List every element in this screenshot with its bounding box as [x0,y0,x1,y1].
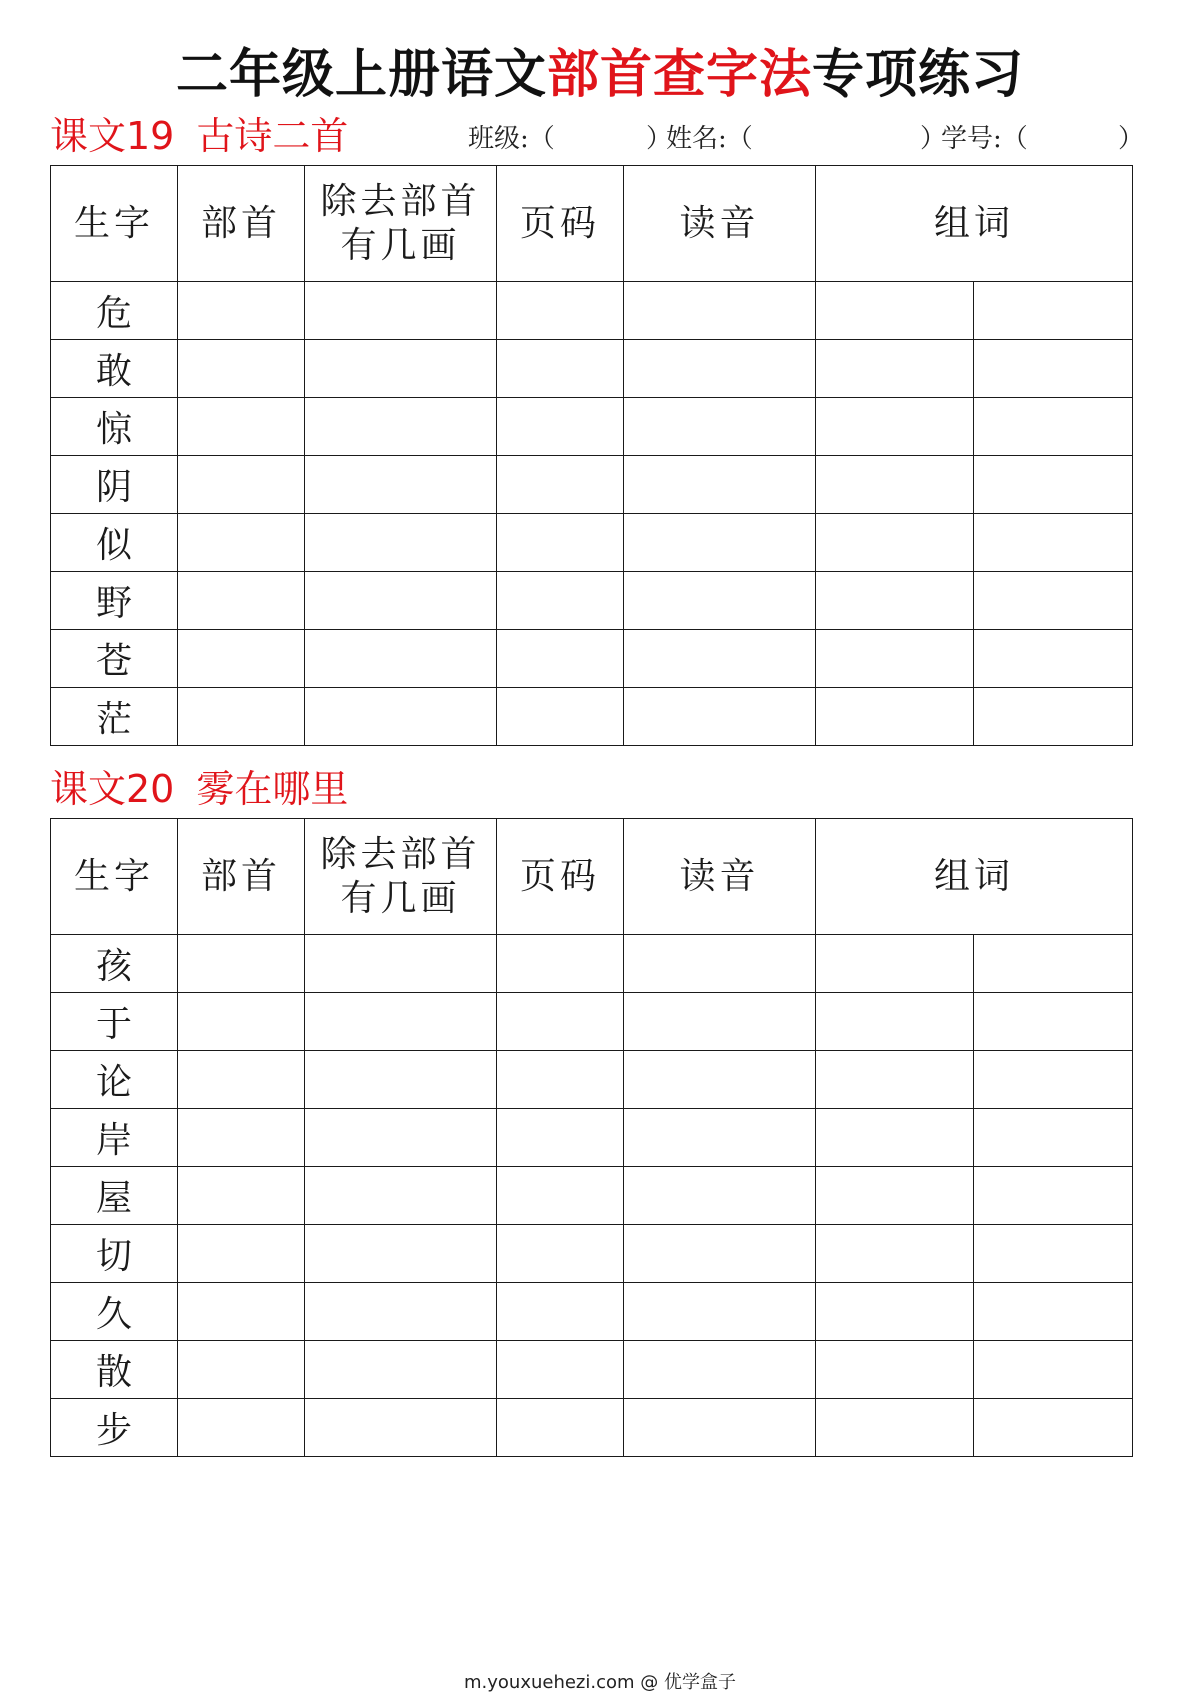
char-cell: 论 [51,1051,178,1109]
pinyin-input[interactable] [624,1167,816,1225]
strokes-input[interactable] [305,993,497,1051]
table-row [51,1399,1133,1457]
word-input-2[interactable] [974,630,1133,688]
word-input-1[interactable] [816,1225,974,1283]
page-input[interactable] [497,1167,624,1225]
table-row [51,993,1133,1051]
pinyin-input[interactable] [624,993,816,1051]
word-input-2[interactable] [974,514,1133,572]
header-words: 组词 [816,819,1133,935]
pinyin-input[interactable] [624,1341,816,1399]
pinyin-input[interactable] [624,282,816,340]
header-page: 页码 [497,166,624,282]
word-input-2[interactable] [974,572,1133,630]
word-input-2[interactable] [974,282,1133,340]
lesson-19-heading [50,112,348,160]
page-input[interactable] [497,993,624,1051]
pinyin-input[interactable] [624,688,816,746]
strokes-input[interactable] [305,398,497,456]
word-input-1[interactable] [816,1283,974,1341]
table-row [51,398,1133,456]
table-row [51,1225,1133,1283]
radical-input[interactable] [178,1399,305,1457]
word-input-2[interactable] [974,1399,1133,1457]
strokes-input[interactable] [305,688,497,746]
radical-input[interactable] [178,514,305,572]
table-row [51,935,1133,993]
page-input[interactable] [497,688,624,746]
page-input[interactable] [497,456,624,514]
radical-input[interactable] [178,993,305,1051]
table-header-row [51,166,1133,282]
table-row [51,1051,1133,1109]
table-header-row [51,819,1133,935]
radical-input[interactable] [178,1109,305,1167]
pinyin-input[interactable] [624,1283,816,1341]
pinyin-input[interactable] [624,340,816,398]
pinyin-input[interactable] [624,1399,816,1457]
header-strokes-line2: 有几画 [340,224,461,266]
strokes-input[interactable] [305,935,497,993]
page-input[interactable] [497,572,624,630]
table-row [51,1283,1133,1341]
word-input-1[interactable] [816,456,974,514]
radical-input[interactable] [178,456,305,514]
word-input-2[interactable] [974,398,1133,456]
char-cell: 步 [51,1399,178,1457]
table-row [51,340,1133,398]
page-input[interactable] [497,282,624,340]
word-input-2[interactable] [974,340,1133,398]
name-close: ） [920,124,947,154]
char-cell: 似 [51,514,178,572]
char-cell: 敢 [51,340,178,398]
page-input[interactable] [497,630,624,688]
strokes-input[interactable] [305,1109,497,1167]
lesson-number: 课文19 [50,114,175,158]
radical-input[interactable] [178,630,305,688]
word-input-1[interactable] [816,688,974,746]
lesson-name: 雾在哪里 [196,767,349,811]
word-input-1[interactable] [816,1399,974,1457]
name-label: 姓名:（ [666,124,753,154]
page-input[interactable] [497,340,624,398]
char-cell: 屋 [51,1167,178,1225]
number-close: ） [1118,124,1145,154]
strokes-input[interactable] [305,340,497,398]
table-row [51,456,1133,514]
radical-input[interactable] [178,572,305,630]
header-char: 生字 [51,819,178,935]
radical-input[interactable] [178,398,305,456]
strokes-input[interactable] [305,1051,497,1109]
radical-input[interactable] [178,282,305,340]
header-strokes-line1: 除去部首 [320,833,481,875]
char-cell: 惊 [51,398,178,456]
page-input[interactable] [497,1051,624,1109]
lesson-19-table [50,165,1133,746]
pinyin-input[interactable] [624,514,816,572]
radical-input[interactable] [178,1225,305,1283]
student-info [468,118,1145,154]
strokes-input[interactable] [305,456,497,514]
char-cell: 孩 [51,935,178,993]
word-input-1[interactable] [816,1167,974,1225]
header-strokes [305,819,497,935]
header-strokes-line2: 有几画 [340,877,461,919]
strokes-input[interactable] [305,1225,497,1283]
char-cell: 野 [51,572,178,630]
word-input-1[interactable] [816,935,974,993]
radical-input[interactable] [178,935,305,993]
char-cell: 久 [51,1283,178,1341]
word-input-2[interactable] [974,1167,1133,1225]
pinyin-input[interactable] [624,456,816,514]
page-input[interactable] [497,1283,624,1341]
pinyin-input[interactable] [624,1051,816,1109]
table-row [51,514,1133,572]
strokes-input[interactable] [305,514,497,572]
table-row [51,572,1133,630]
lesson-20-table [50,818,1133,1457]
footer-source: m.youxuehezi.com @ 优学盒子 [463,1672,736,1693]
char-cell: 阴 [51,456,178,514]
word-input-1[interactable] [816,398,974,456]
lesson-number: 课文20 [50,767,175,811]
number-label: 学号:（ [941,124,1028,154]
radical-input[interactable] [178,340,305,398]
char-cell: 散 [51,1341,178,1399]
word-input-2[interactable] [974,456,1133,514]
class-close: ） [646,124,673,154]
radical-input[interactable] [178,1283,305,1341]
lesson-20-heading [50,765,348,813]
table-row [51,630,1133,688]
char-cell: 苍 [51,630,178,688]
char-cell: 切 [51,1225,178,1283]
word-input-1[interactable] [816,1109,974,1167]
char-cell: 危 [51,282,178,340]
word-input-2[interactable] [974,1109,1133,1167]
strokes-input[interactable] [305,282,497,340]
page-input[interactable] [497,935,624,993]
word-input-1[interactable] [816,1341,974,1399]
word-input-2[interactable] [974,935,1133,993]
word-input-1[interactable] [816,514,974,572]
page-input[interactable] [497,1109,624,1167]
pinyin-input[interactable] [624,1109,816,1167]
word-input-1[interactable] [816,1051,974,1109]
page-title [0,40,1200,110]
table-row [51,688,1133,746]
table-row [51,1109,1133,1167]
strokes-input[interactable] [305,1283,497,1341]
pinyin-input[interactable] [624,630,816,688]
word-input-2[interactable] [974,1341,1133,1399]
word-input-2[interactable] [974,1283,1133,1341]
word-input-2[interactable] [974,688,1133,746]
radical-input[interactable] [178,688,305,746]
title-part-1: 二年级上册语文 [175,44,547,105]
radical-input[interactable] [178,1051,305,1109]
title-highlight: 部首查字法 [546,44,812,105]
char-cell: 于 [51,993,178,1051]
radical-input[interactable] [178,1341,305,1399]
class-label: 班级:（ [468,124,555,154]
page-input[interactable] [497,1341,624,1399]
title-part-2: 专项练习 [812,44,1025,105]
pinyin-input[interactable] [624,1225,816,1283]
header-pinyin: 读音 [624,166,816,282]
word-input-2[interactable] [974,1225,1133,1283]
header-strokes [305,166,497,282]
pinyin-input[interactable] [624,572,816,630]
strokes-input[interactable] [305,1341,497,1399]
table-row [51,1341,1133,1399]
strokes-input[interactable] [305,572,497,630]
header-page: 页码 [497,819,624,935]
header-strokes-line1: 除去部首 [320,180,481,222]
page-input[interactable] [497,1225,624,1283]
page-input[interactable] [497,398,624,456]
header-pinyin: 读音 [624,819,816,935]
strokes-input[interactable] [305,1399,497,1457]
char-cell: 岸 [51,1109,178,1167]
strokes-input[interactable] [305,630,497,688]
page-input[interactable] [497,514,624,572]
header-char: 生字 [51,166,178,282]
word-input-1[interactable] [816,340,974,398]
table-row [51,282,1133,340]
table-row [51,1167,1133,1225]
word-input-2[interactable] [974,1051,1133,1109]
word-input-1[interactable] [816,993,974,1051]
strokes-input[interactable] [305,1167,497,1225]
word-input-1[interactable] [816,282,974,340]
radical-input[interactable] [178,1167,305,1225]
lesson-name: 古诗二首 [196,114,349,158]
word-input-1[interactable] [816,630,974,688]
header-radical: 部首 [178,819,305,935]
pinyin-input[interactable] [624,398,816,456]
header-words: 组词 [816,166,1133,282]
pinyin-input[interactable] [624,935,816,993]
header-radical: 部首 [178,166,305,282]
page-input[interactable] [497,1399,624,1457]
char-cell: 茫 [51,688,178,746]
word-input-1[interactable] [816,572,974,630]
word-input-2[interactable] [974,993,1133,1051]
